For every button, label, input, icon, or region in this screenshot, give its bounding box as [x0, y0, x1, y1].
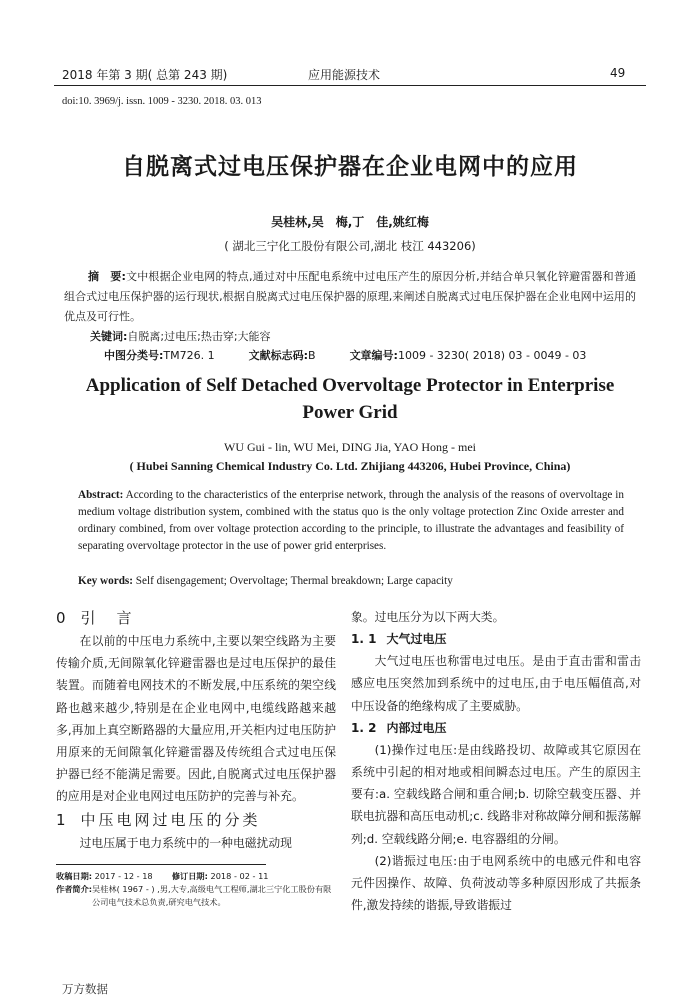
doi: doi:10. 3969/j. issn. 1009 - 3230. 2018. 03. 013	[62, 96, 262, 107]
header-rule	[54, 85, 646, 86]
abstract-english	[78, 487, 624, 555]
section-1-1-number: 1. 1	[351, 632, 377, 647]
footnote	[56, 870, 338, 909]
title-english	[0, 372, 700, 426]
abstract-chinese-label: 摘 要:	[88, 270, 126, 283]
section-1-2-title: 内部过电压	[386, 720, 447, 735]
body-left-column	[56, 606, 336, 854]
author-bio-label: 作者简介:	[56, 884, 93, 894]
section-1-2-paragraph-1: (1)操作过电压:是由线路投切、故障或其它原因在系统中引起的相对地或相间瞬态过电压。产生的原因主要有:a. 空载线路合闸和重合闸;b. 切除空载变压器、并联电抗器和高压电动机;c. 线路非对称故障分闸和振荡解列;d. 空载线路分闸;e. 电容器组的分闸。	[351, 742, 641, 846]
footnote-rule	[56, 864, 266, 865]
author-bio	[56, 883, 338, 909]
section-0-heading	[56, 606, 336, 630]
keywords-english-text: Self disengagement; Overvoltage; Thermal breakdown; Large capacity	[133, 575, 453, 587]
affiliation-english: ( Hubei Sanning Chemical Industry Co. Ltd. Zhijiang 443206, Hubei Province, China)	[129, 459, 571, 473]
watermark: 万方数据	[62, 982, 108, 996]
keywords-chinese-text: 自脱离;过电压;热击穿;大能容	[127, 330, 271, 343]
section-0-title: 引 言	[80, 609, 135, 627]
title-chinese: 自脱离式过电压保护器在企业电网中的应用	[122, 154, 578, 180]
keywords-chinese-label: 关键词:	[90, 330, 128, 343]
doc-code-value: B	[308, 349, 316, 362]
received-date: 2017 - 12 - 18	[94, 871, 153, 881]
author-bio-text: 吴桂林( 1967 - ) ,男,大专,高级电气工程师,湖北三宁化工股份有限公司电气技术总负责,研究电气技术。	[92, 884, 332, 907]
section-0-paragraph: 在以前的中压电力系统中,主要以架空线路为主要传输介质,无间隙氧化锌避雷器也是过电压保护的最佳装置。而随着电网技术的不断发展,中压系统的架空线路也越来越少,特别是在企业电网中,电缆线路越来越多,再加上真空断路器的大量应用,开关柜内过电压防护用原来的无间隙氧化锌避雷器及传统组合式过电压保护器已经不能满足需要。因此,自脱离式过电压保护器的应用是对企业电网过电压防护的完善与补充。	[56, 634, 336, 804]
section-1-1-paragraph: 大气过电压也称雷电过电压。是由于直击雷和雷击感应电压突然加到系统中的过电压,由于电压幅值高,对中压设备的绝缘构成了主要威胁。	[351, 654, 641, 713]
body-right-column	[351, 606, 641, 916]
section-1-paragraph-start: 过电压属于电力系统中的一种电磁扰动现	[79, 835, 292, 850]
authors-english: WU Gui - lin, WU Mei, DING Jia, YAO Hong - mei	[224, 440, 476, 454]
clc-label: 中图分类号:	[104, 349, 164, 362]
section-1-2-paragraph-2: (2)谐振过电压:由于电网系统中的电感元件和电容元件因操作、故障、负荷波动等多种原因形成了共振条件,激发持续的谐振,导致谐振过	[351, 853, 641, 913]
section-1-paragraph-continued: 象。过电压分为以下两大类。	[351, 610, 505, 624]
article-number-value: 1009 - 3230( 2018) 03 - 0049 - 03	[397, 349, 587, 362]
clc-value: TM726. 1	[163, 349, 215, 362]
abstract-english-label: Abstract:	[78, 489, 124, 501]
section-1-1-title: 大气过电压	[386, 632, 447, 647]
revised-date: 2018 - 02 - 11	[210, 871, 269, 881]
section-1-heading	[56, 808, 336, 832]
keywords-english-label: Key words:	[78, 575, 133, 587]
journal-name: 应用能源技术	[308, 68, 381, 82]
section-1-number: 1	[56, 810, 69, 829]
classification-line	[104, 347, 586, 363]
section-0-number: 0	[56, 609, 69, 627]
revised-label: 修订日期:	[171, 871, 208, 881]
footnote-dates	[56, 870, 338, 883]
issue-info: 2018 年第 3 期( 总第 243 期)	[62, 68, 228, 82]
section-1-2-number: 1. 2	[351, 720, 377, 735]
article-number-label: 文章编号:	[349, 349, 398, 362]
keywords-english	[78, 575, 453, 587]
keywords-chinese	[90, 328, 271, 344]
abstract-chinese-text: 文中根据企业电网的特点,通过对中压配电系统中过电压产生的原因分析,并结合单只氧化锌避雷器和普通组合式过电压保护器的运行现状,根据自脱离式过电压保护器的原理,来阐述自脱离式过电压保护器在企业电网中运用的优点及可行性。	[64, 270, 636, 323]
received-label: 收稿日期:	[56, 871, 93, 881]
section-1-title: 中压电网过电压的分类	[80, 810, 261, 829]
abstract-chinese	[64, 267, 636, 327]
abstract-english-text: According to the characteristics of the enterprise network, through the analysis of the reasons of overvoltage in medium voltage distribution system, combined with the status quo is the only voltage protection Zinc Oxide arrester and ordinary combined, from over voltage protection according to the principle, to illustrate the advantages and feasibility of separating overvoltage protector in the use of power grid enterprises.	[78, 489, 624, 552]
title-english-text: Application of Self Detached Overvoltage Protector in Enterprise Power Grid	[85, 375, 615, 423]
section-1-2-heading	[351, 717, 641, 739]
authors-chinese: 吴桂林,吴 梅,丁 佳,姚红梅	[271, 215, 429, 229]
page-number: 49	[610, 66, 626, 80]
affiliation-chinese: ( 湖北三宁化工股份有限公司,湖北 枝江 443206)	[224, 239, 476, 253]
doc-code-label: 文献标志码:	[248, 349, 309, 362]
section-1-1-heading	[351, 628, 641, 650]
